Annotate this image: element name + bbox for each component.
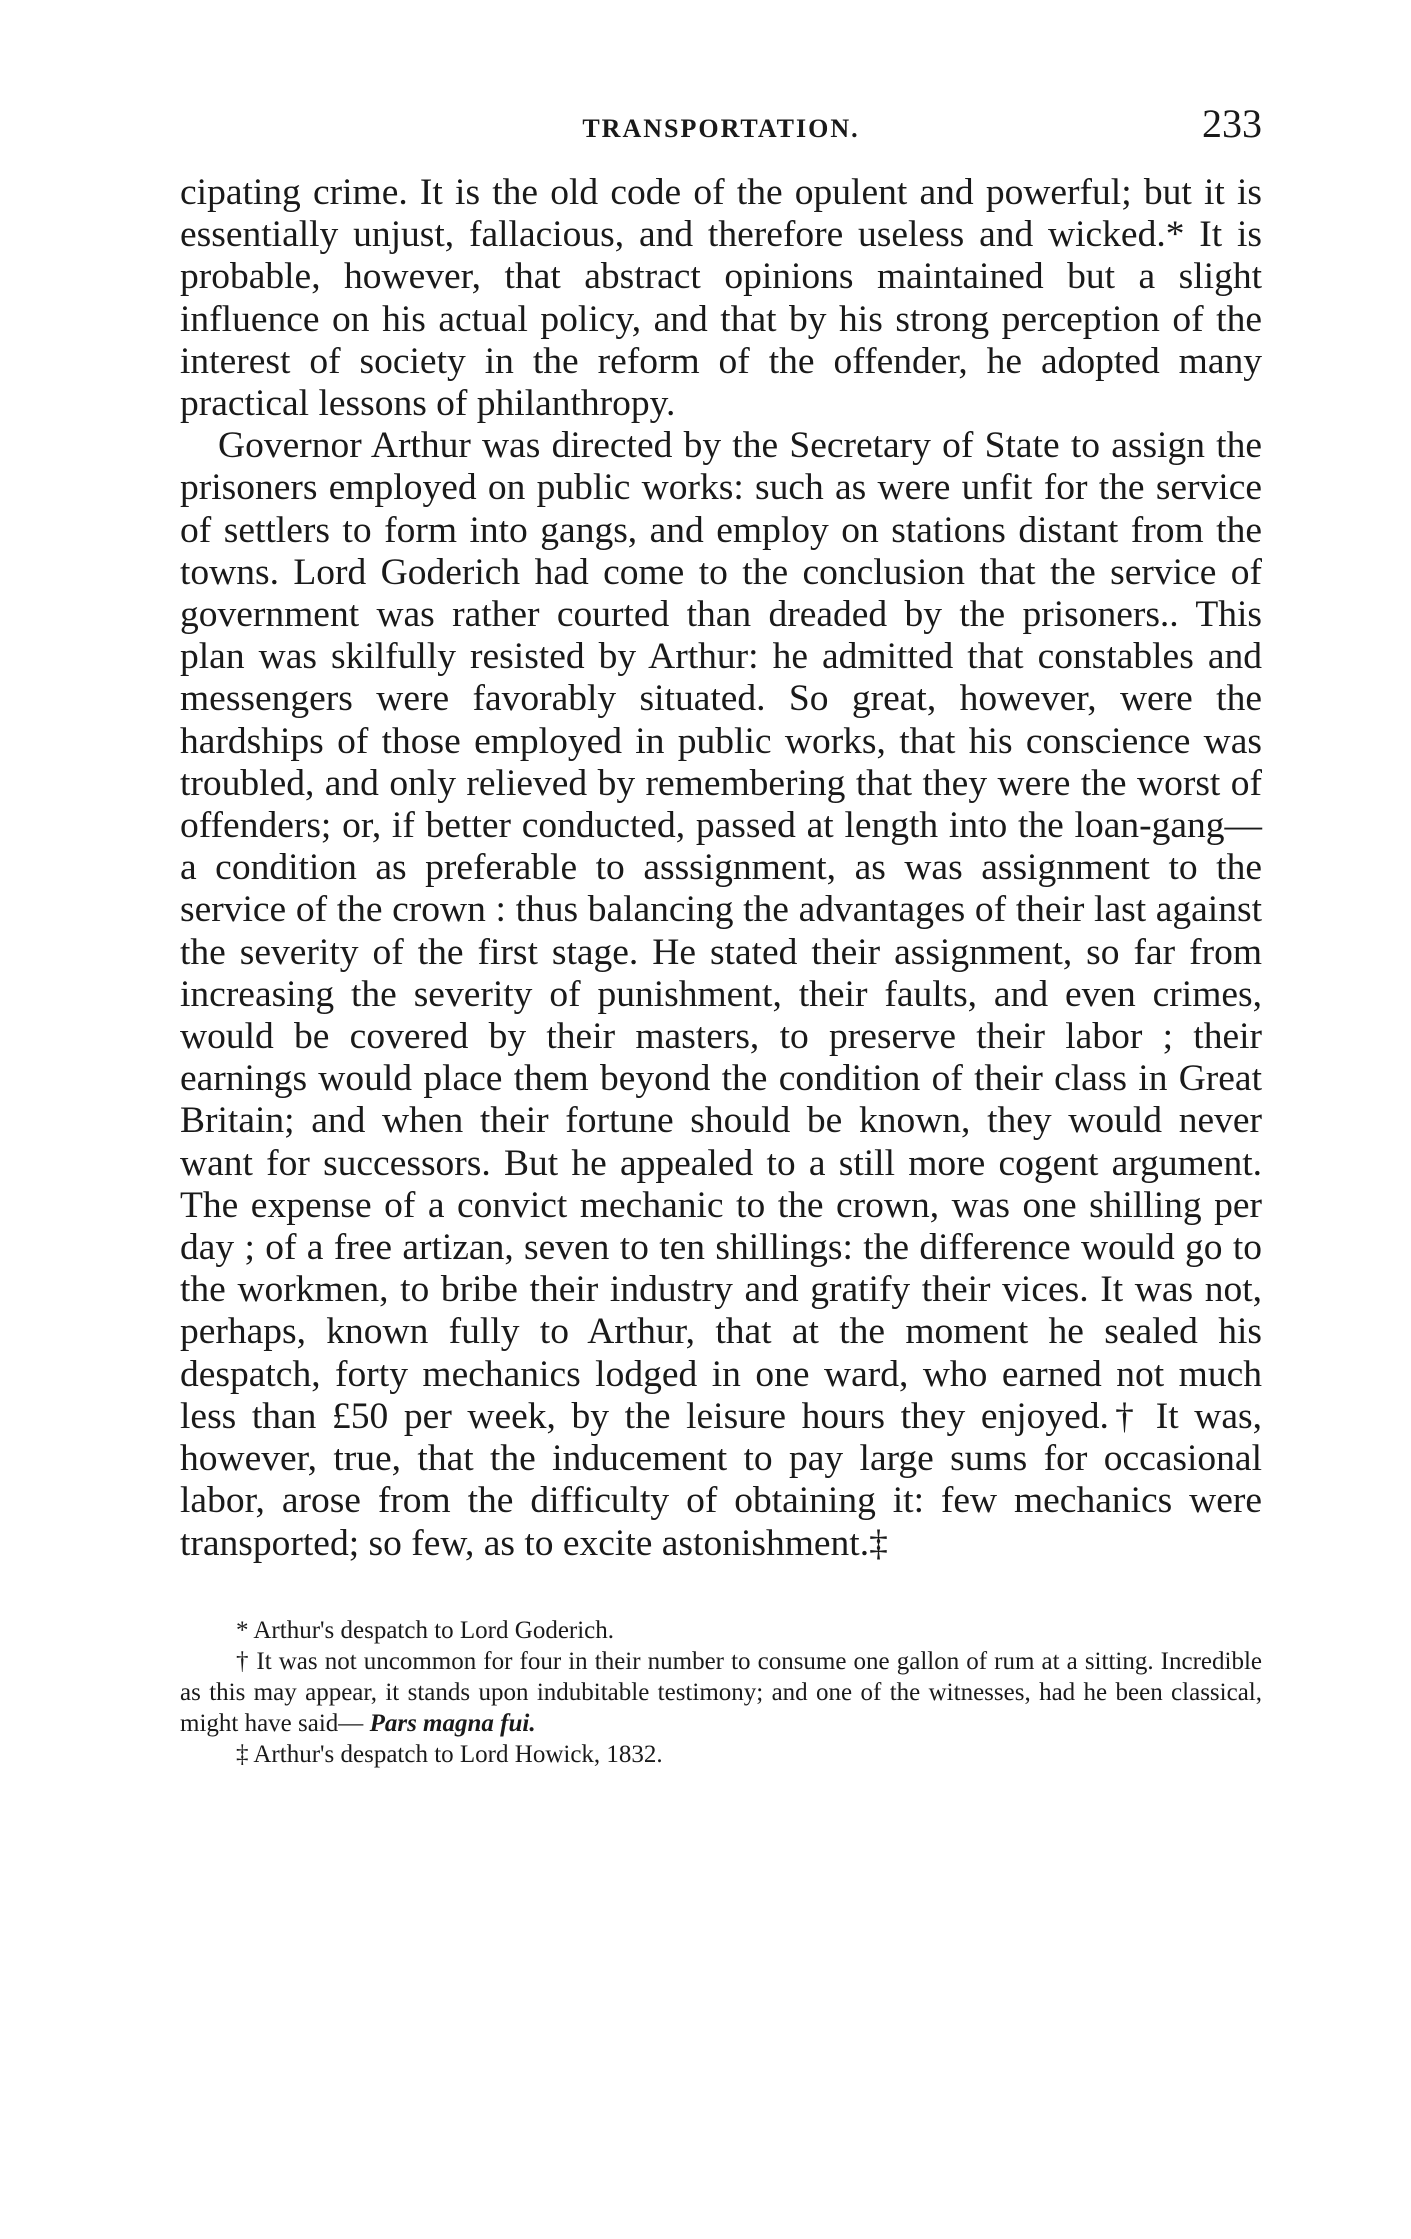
footnote-2 — [180, 1646, 1262, 1739]
running-title: TRANSPORTATION. — [582, 114, 860, 143]
footnote-2-quote: Pars magna fui. — [369, 1709, 536, 1737]
paragraph: cipating crime. It is the old code of the opulent and powerful; but it is essentially unjust, fallacious, and therefore useless and wicked.* It is probable, however, that abstract opinions maintained but a slight influence on his actual policy, and that by his strong perception of the interest of society in the reform of the offender, he adopted many practical lessons of philanthropy. — [180, 172, 1262, 425]
book-page — [180, 100, 1262, 1770]
footnote-3: ‡ Arthur's despatch to Lord Howick, 1832. — [236, 1740, 663, 1768]
page-header — [180, 100, 1262, 160]
footnote-1: * Arthur's despatch to Lord Goderich. — [236, 1616, 615, 1644]
footnotes — [180, 1615, 1262, 1770]
footnote-2-text: † It was not uncommon for four in their number to consume one gallon of rum at a sitting. Incredible as this may appear, it stands upon indubitable testimony; and one of the witnesses, had he been classical, might have said— — [180, 1647, 1262, 1737]
paragraph: Governor Arthur was directed by the Secretary of State to assign the prisoners employed on public works: such as were unfit for the service of settlers to form into gangs, and employ on stations distant from the towns. Lord Goderich had come to the conclusion that the service of government was rather courted than dreaded by the prisoners.. This plan was skilfully resisted by Arthur: he admitted that constables and messengers were favorably situated. So great, however, were the hardships of those employed in public works, that his conscience was troubled, and only relieved by remembering that they were the worst of offenders; or, if better conducted, passed at length into the loan-gang—a condition as preferable to asssignment, as was assignment to the service of the crown : thus balancing the advantages of their last against the severity of the first stage. He stated their assignment, so far from increasing the severity of punishment, their faults, and even crimes, would be covered by their masters, to preserve their labor ; their earnings would place them beyond the condition of their class in Great Britain; and when their fortune should be known, they would never want for successors. But he appealed to a still more cogent argument. The expense of a convict mechanic to the crown, was one shilling per day ; of a free artizan, seven to ten shillings: the difference would go to the workmen, to bribe their industry and gratify their vices. It was not, perhaps, known fully to Arthur, that at the moment he sealed his despatch, forty mechanics lodged in one ward, who earned not much less than £50 per week, by the leisure hours they enjoyed.† It was, however, true, that the inducement to pay large sums for occasional labor, arose from the difficulty of obtaining it: few mechanics were transported; so few, as to excite astonishment.‡ — [180, 425, 1262, 1564]
main-text — [180, 172, 1262, 1565]
page-number: 233 — [1202, 101, 1262, 146]
